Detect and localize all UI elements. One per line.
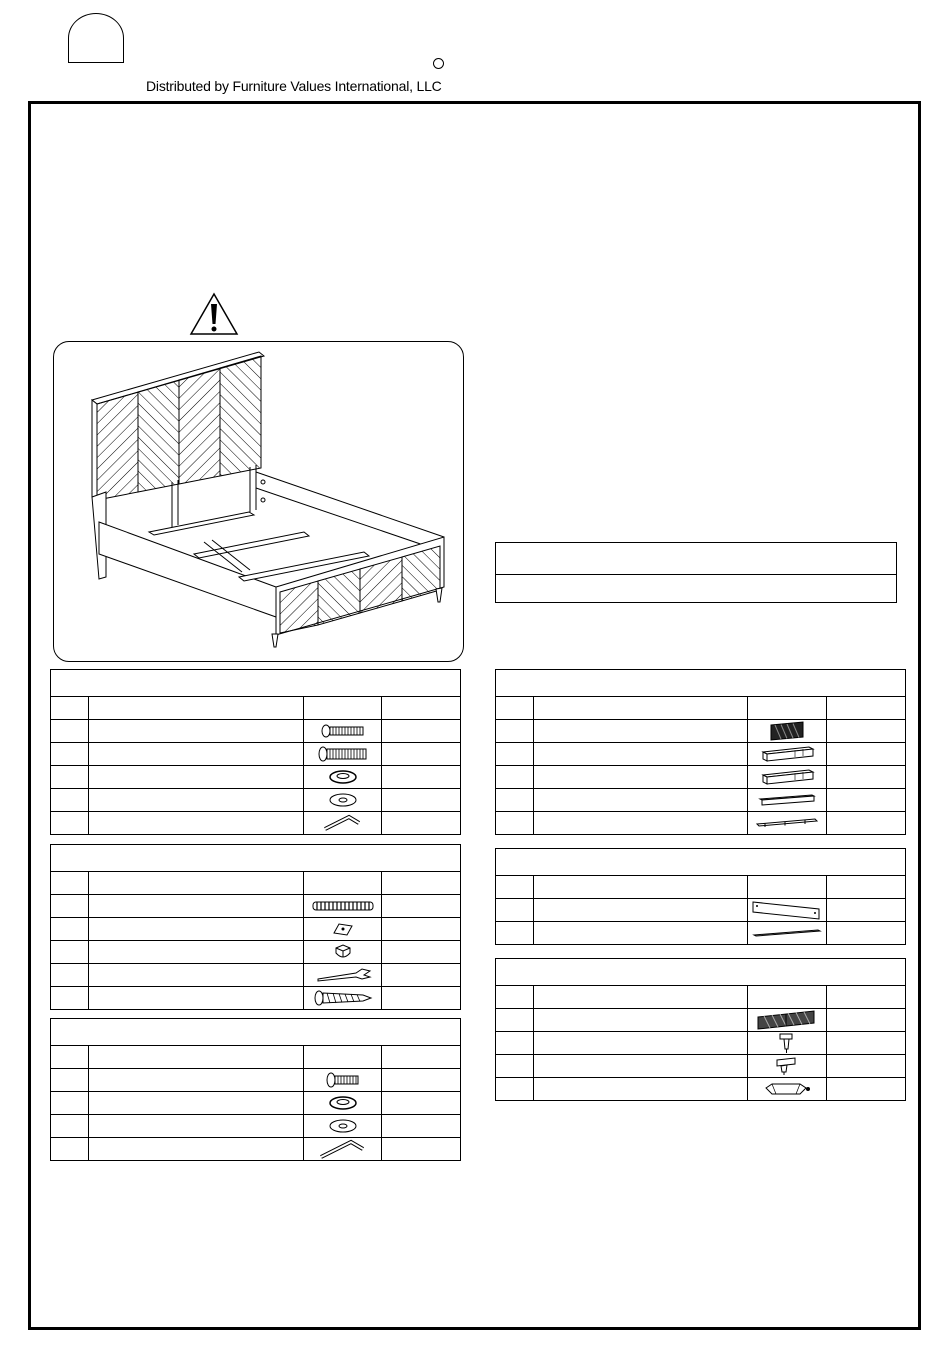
table-row xyxy=(51,743,461,766)
table-header-row xyxy=(496,986,906,1009)
post-icon xyxy=(759,745,815,763)
cap-nut-icon xyxy=(332,943,354,961)
info-box-divider xyxy=(496,574,896,575)
allen-key-icon xyxy=(319,1139,367,1159)
support-leg-icon xyxy=(777,1032,797,1054)
parts-table-e xyxy=(495,848,906,945)
slat-icon xyxy=(755,816,819,830)
allen-key-icon xyxy=(323,813,363,833)
table-header-row xyxy=(51,697,461,720)
table-row xyxy=(51,987,461,1010)
table-row xyxy=(496,899,906,922)
table-header-row xyxy=(496,697,906,720)
center-rail-icon xyxy=(751,899,823,921)
bed-illustration xyxy=(54,342,465,663)
table-header-row xyxy=(51,1046,461,1069)
table-row xyxy=(51,964,461,987)
side-rail-icon xyxy=(758,793,816,807)
bolt-icon xyxy=(321,724,365,738)
table-title xyxy=(51,845,461,872)
parts-table-f xyxy=(495,958,906,1101)
flat-washer-icon xyxy=(328,1118,358,1134)
table-row xyxy=(496,789,906,812)
parts-table-d xyxy=(495,669,906,835)
bracket-icon xyxy=(773,1056,801,1076)
table-row xyxy=(51,1092,461,1115)
table-row xyxy=(51,812,461,835)
warning-triangle-icon xyxy=(189,292,239,336)
lock-washer-icon xyxy=(328,1095,358,1111)
table-row xyxy=(496,1078,906,1101)
lock-washer-icon xyxy=(328,769,358,785)
table-row xyxy=(496,766,906,789)
table-title xyxy=(51,1019,461,1046)
table-row xyxy=(51,941,461,964)
table-title xyxy=(496,959,906,986)
spring-icon xyxy=(311,899,375,913)
wrench-icon xyxy=(314,967,372,983)
table-row xyxy=(51,1138,461,1161)
table-title xyxy=(496,670,906,697)
hardware-table-b xyxy=(50,844,461,1010)
table-row xyxy=(496,743,906,766)
bed-illustration-panel xyxy=(53,341,464,662)
table-header-row xyxy=(496,876,906,899)
table-row xyxy=(51,789,461,812)
bolt-icon xyxy=(326,1072,360,1088)
hardware-table-c xyxy=(50,1018,461,1161)
table-row xyxy=(496,1055,906,1078)
table-row xyxy=(496,1032,906,1055)
table-row xyxy=(496,812,906,835)
table-title xyxy=(51,670,461,697)
info-box xyxy=(495,542,897,603)
dowel-icon xyxy=(762,1080,812,1098)
table-row xyxy=(51,720,461,743)
table-row xyxy=(496,922,906,945)
table-row xyxy=(51,918,461,941)
table-header-row xyxy=(51,872,461,895)
hardware-table-a xyxy=(50,669,461,835)
table-row xyxy=(496,720,906,743)
post-icon xyxy=(759,768,815,786)
slat-icon xyxy=(752,927,822,939)
brand-logo xyxy=(68,13,124,63)
flat-washer-icon xyxy=(328,792,358,808)
footboard-icon xyxy=(756,1009,818,1031)
bracket-icon xyxy=(331,921,355,937)
registered-mark-icon xyxy=(433,58,444,69)
distributor-line: Distributed by Furniture Values International, LLC xyxy=(146,78,442,94)
table-row xyxy=(51,895,461,918)
table-row xyxy=(51,766,461,789)
table-row xyxy=(51,1115,461,1138)
wood-screw-icon xyxy=(313,989,373,1007)
table-row xyxy=(496,1009,906,1032)
headboard-icon xyxy=(769,721,805,741)
table-title xyxy=(496,849,906,876)
table-row xyxy=(51,1069,461,1092)
bolt-icon xyxy=(318,746,368,762)
